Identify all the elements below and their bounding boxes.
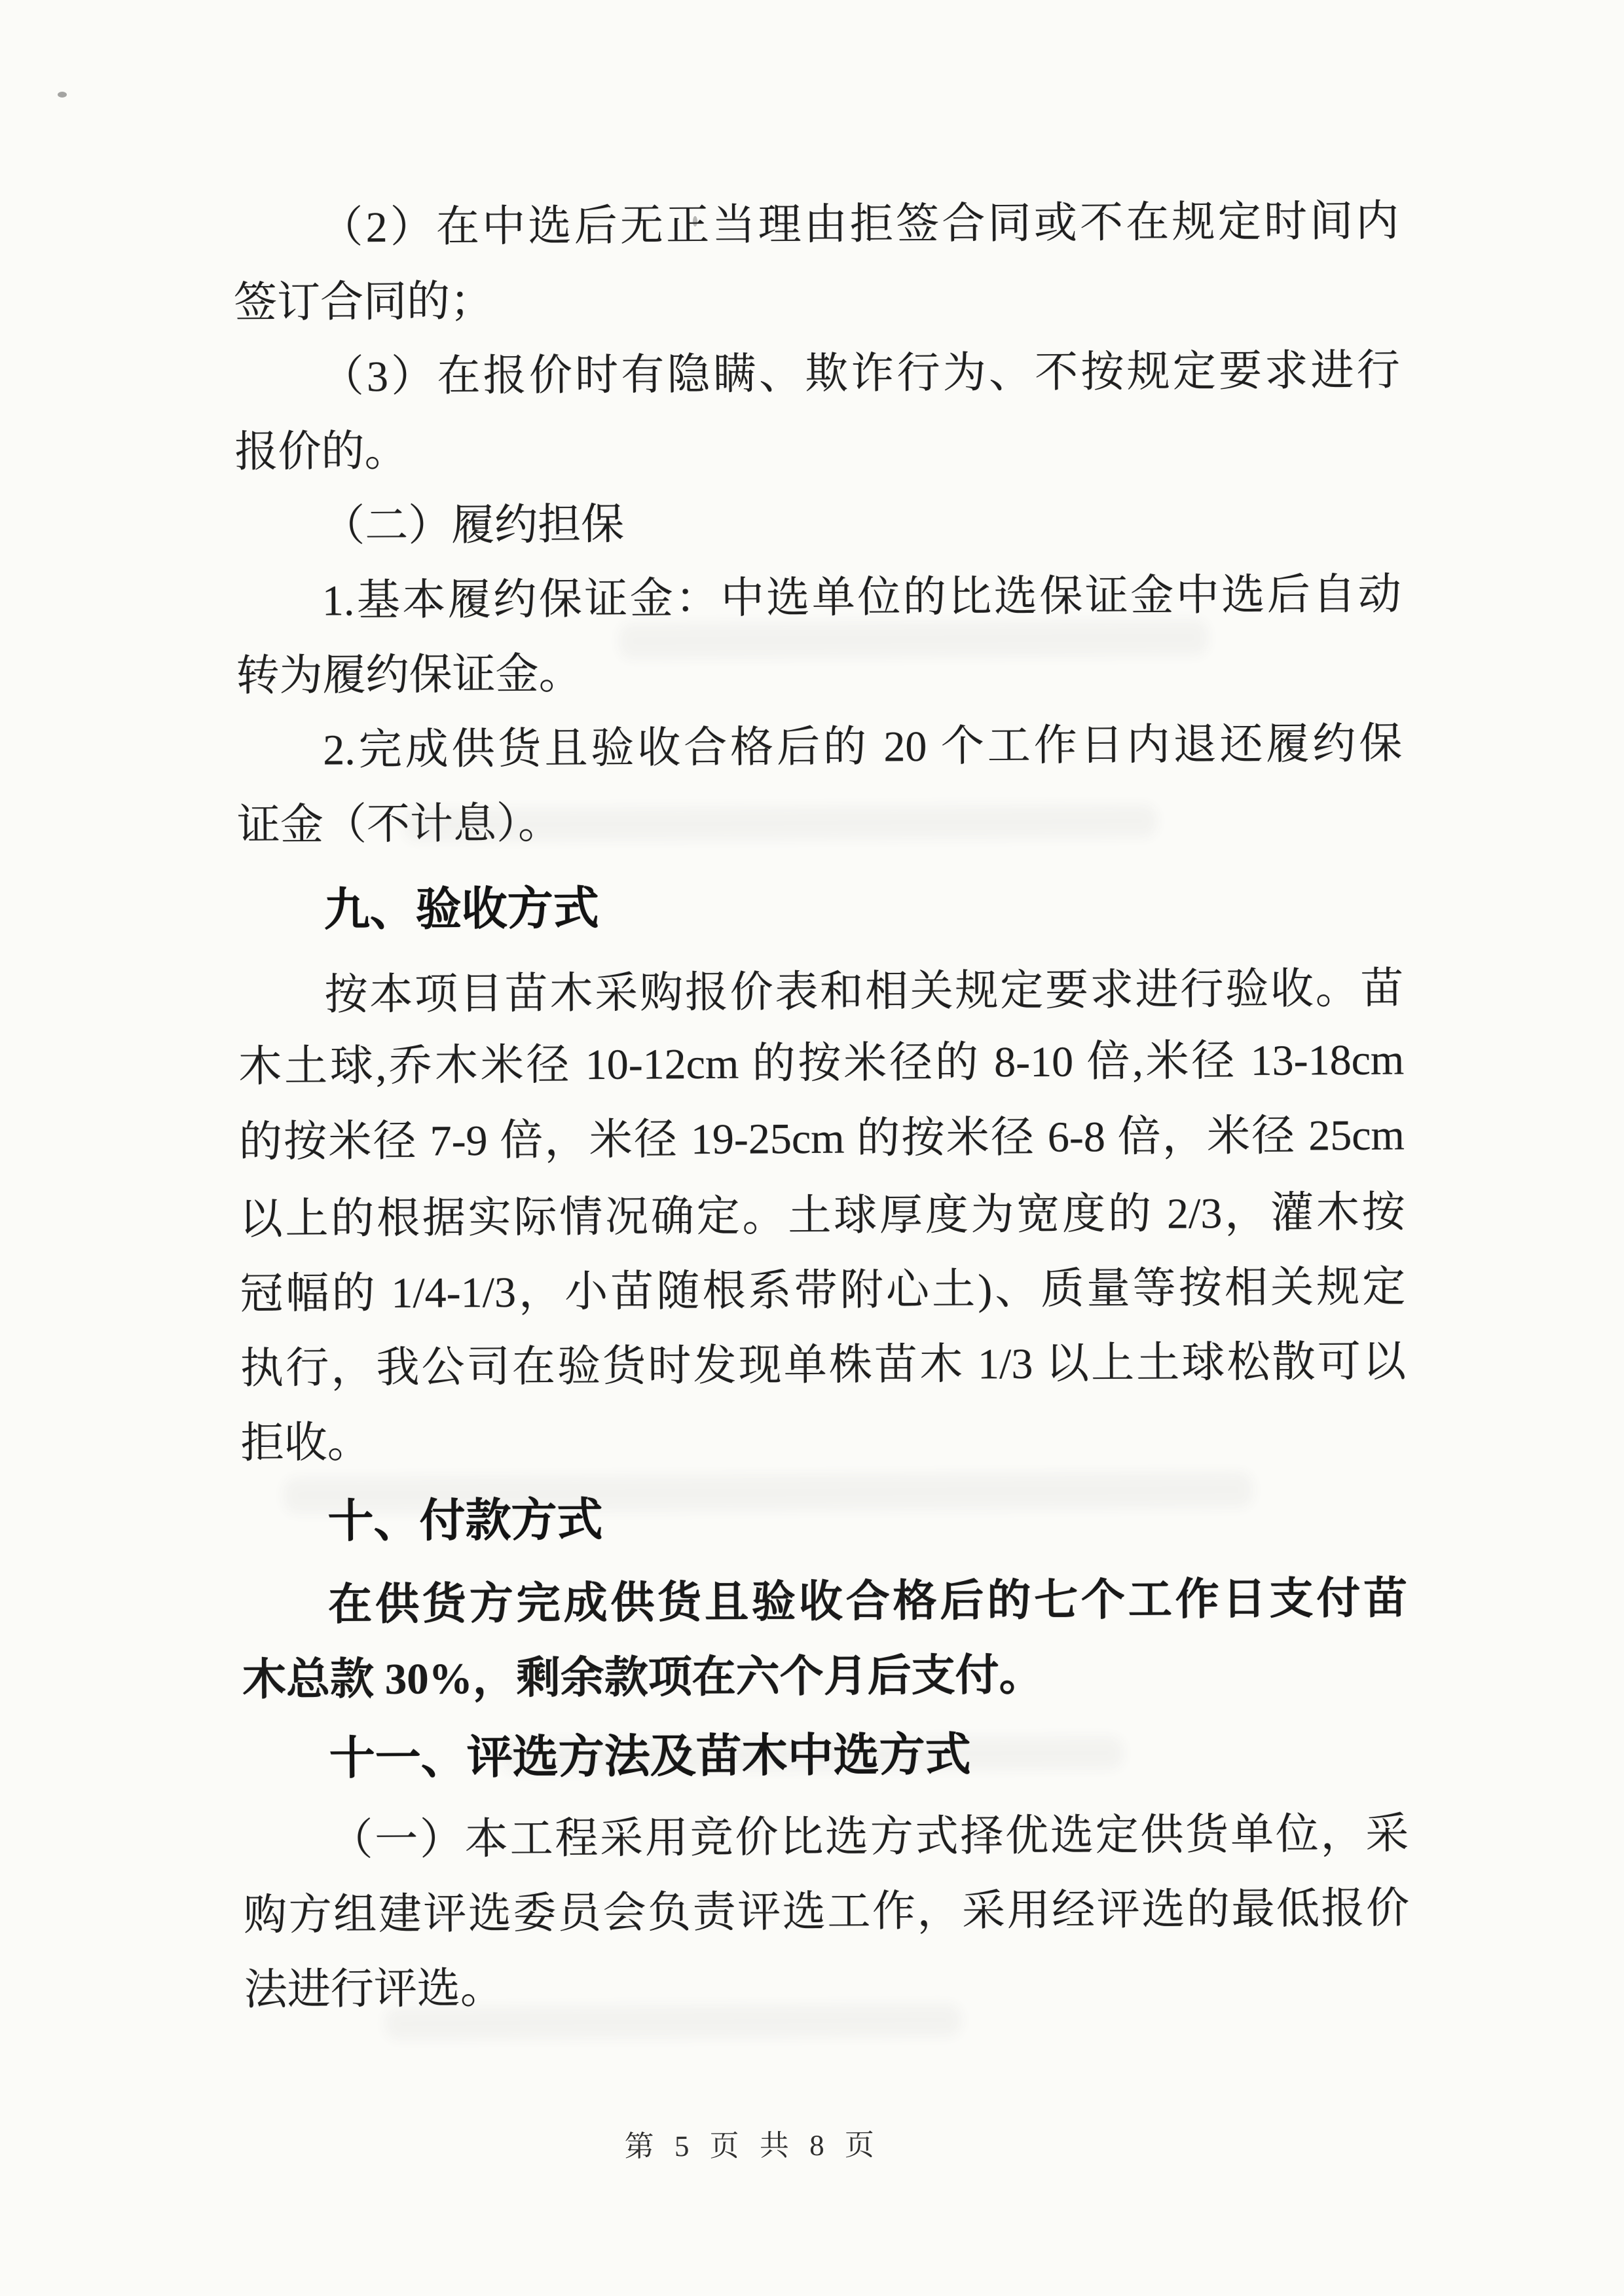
text-line: 冠幅的 1/4-1/3，小苗随根系带附心土)、质量等按相关规定: [240, 1263, 1406, 1319]
text-line: 签订合同的；: [233, 277, 494, 327]
text-line: 证金（不计息）。: [236, 799, 562, 850]
text-line: 转为履约保证金。: [236, 650, 582, 701]
text-line: （二）履约担保: [321, 500, 625, 551]
text-line: 执行，我公司在验货时发现单株苗木 1/3 以上土球松散可以: [240, 1338, 1407, 1393]
section-heading-10: 十、付款方式: [327, 1493, 603, 1547]
text-line: 法进行评选。: [244, 1964, 504, 2014]
scan-artifact: [404, 805, 1157, 842]
section-heading-9: 九、验收方式: [323, 882, 599, 936]
text-line: 购方组建评选委员会负责评选工作，采用经评选的最低报价: [243, 1884, 1410, 1940]
page-number-footer: 第 5 页 共 8 页: [624, 2128, 881, 2163]
text-line: 的按米径 7-9 倍，米径 19-25cm 的按米径 6-8 倍，米径 25cm: [238, 1111, 1405, 1167]
text-line: 以上的根据实际情况确定。土球厚度为宽度的 2/3，灌木按: [239, 1188, 1405, 1244]
text-line: 报价的。: [234, 427, 408, 477]
text-line: 木土球,乔木米径 10-12cm 的按米径的 8-10 倍,米径 13-18cm: [238, 1036, 1405, 1091]
text-line: （3）在报价时有隐瞒、欺诈行为、不按规定要求进行: [320, 346, 1400, 401]
text-line: 1.基本履约保证金：中选单位的比选保证金中选后自动: [322, 570, 1402, 625]
text-line: 按本项目苗木采购报价表和相关规定要求进行验收。苗: [324, 964, 1404, 1019]
text-line: 2.完成供货且验收合格后的 20 个工作日内退还履约保: [323, 720, 1403, 774]
text-line: 木总款 30%，剩余款项在六个月后支付。: [242, 1650, 1043, 1705]
text-line: （2）在中选后无正当理由拒签合同或不在规定时间内: [320, 197, 1399, 252]
scan-artifact: [385, 2004, 961, 2040]
text-line: （一）本工程采用竞价比选方式择优选定供货单位，采: [329, 1810, 1409, 1865]
scan-artifact: [284, 1472, 1253, 1514]
text-line: 拒收。: [240, 1419, 371, 1468]
scan-speck: [693, 216, 697, 227]
scan-artifact: [619, 619, 1208, 659]
scan-artifact: [502, 1736, 1124, 1773]
scan-speck: [58, 92, 67, 98]
section-heading-11: 十一、评选方法及苗木中选方式: [329, 1728, 971, 1784]
text-line: 在供货方完成供货且验收合格后的七个工作日支付苗: [328, 1574, 1408, 1630]
